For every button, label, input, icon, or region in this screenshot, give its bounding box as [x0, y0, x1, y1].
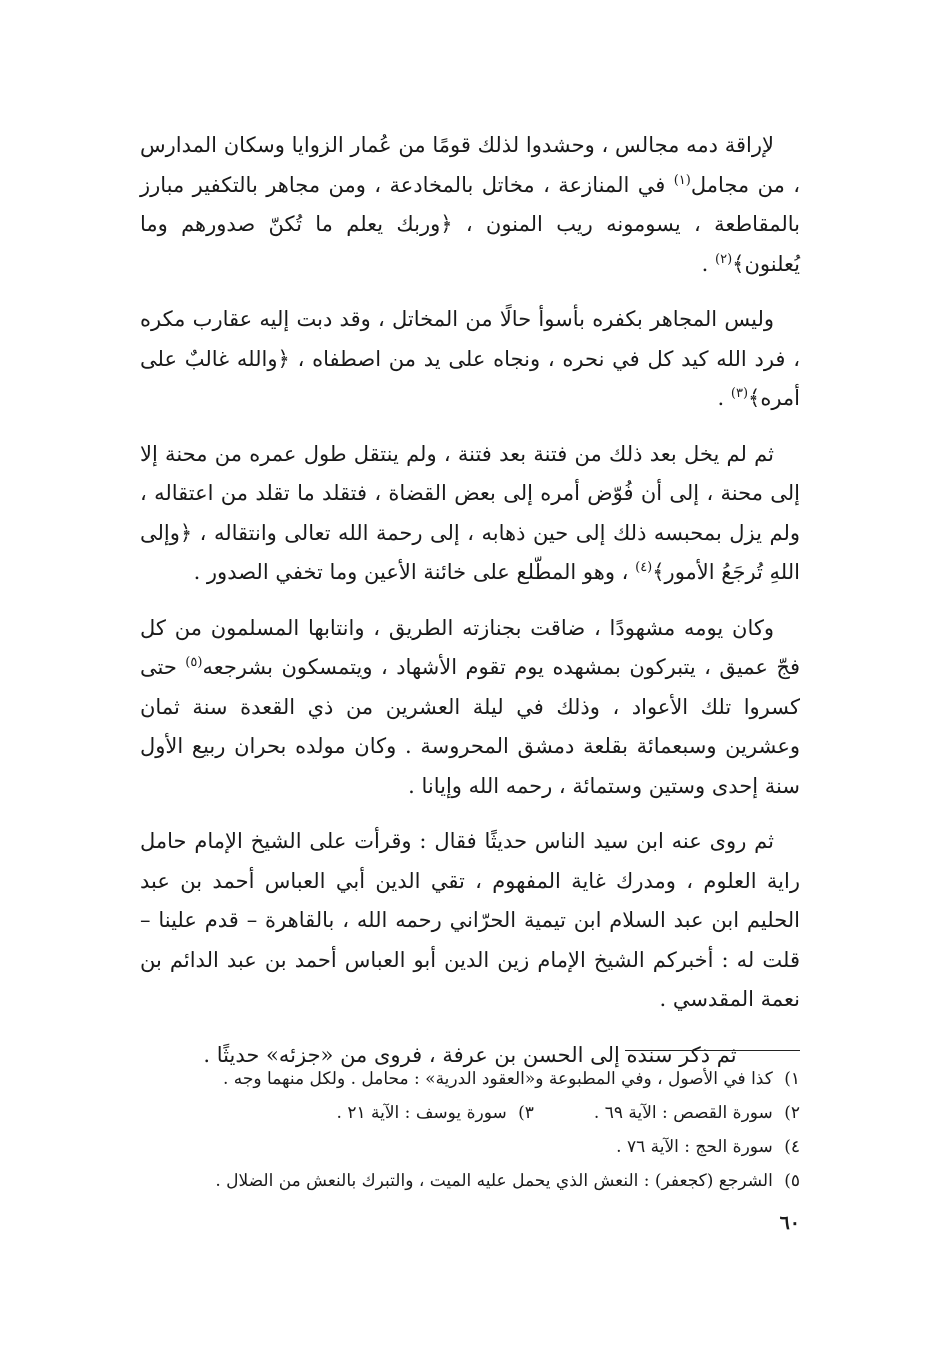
footnote-ref-1[interactable]: (١): [673, 172, 691, 188]
footnote-2-text: سورة القصص : الآية ٦٩ .: [593, 1103, 773, 1123]
paragraph-4: [140, 609, 800, 807]
footnote-ref-4[interactable]: (٤): [635, 560, 653, 575]
footnotes: [140, 1062, 800, 1198]
footnote-2-3-row: [140, 1096, 800, 1130]
paragraph-5: ثم روى عنه ابن سيد الناس حديثًا فقال : وقرأت على الشيخ الإمام حامل راية العلوم ، ومدرك غاية المفهوم ، تقي الدين أبي العباس أحمد بن عبد الحليم ابن عبد السلام ابن تيمية الحرّاني رحمه الله ، بالقاهرة – قدم علينا – قلت له : أخبركم الشيخ الإمام زين الدين أبو العباس أحمد بن عبد الدائم بن نعمة المقدسي .: [140, 829, 800, 1011]
paragraph-4-rest: حتى كسروا تلك الأعواد ، وذلك في ليلة العشرين من ذي القعدة سنة ثمان وعشرين وسبعمائة بقلعة دمشق المحروسة . وكان مولده بحران ربيع الأول سنة إحدى وستين وستمائة ، رحمه الله وإيانا .: [140, 655, 800, 798]
paragraph-3-text: ثم لم يخل بعد ذلك من فتنة بعد فتنة ، ولم ينتقل طول عمره من محنة إلا إلى محنة ، إلى أن فُوّض أمره إلى بعض القضاة ، فتقلد ما تقلد من اعتقاله ، ولم يزل بمحبسه ذلك إلى حين ذهابه ، إلى رحمة الله تعالى وانتقاله ، ﴿وإلى اللهِ تُرجَعُ الأمور﴾: [140, 441, 800, 584]
paragraph-4-text: وكان يومه مشهودًا ، ضاقت بجنازته الطريق ، وانتابها المسلمون من كل فجّ عميق ، يتبركون بمشهده يوم تقوم الأشهاد ، ويتمسكون بشرجعه: [140, 615, 800, 679]
paragraph-1: [140, 126, 800, 284]
footnote-divider: [625, 1050, 800, 1051]
footnote-1: [140, 1062, 800, 1096]
footnote-3: [337, 1096, 534, 1130]
paragraph-1-start: لإراقة دمه مجالس ، وحشدوا لذلك قومًا من عُمار الزوايا وسكان المدارس ، من مجامل: [140, 133, 801, 197]
footnote-3-text: سورة يوسف : الآية ٢١ .: [336, 1103, 507, 1123]
footnote-5: [140, 1164, 800, 1198]
paragraph-1-end: .: [701, 251, 716, 276]
footnote-ref-5[interactable]: (٥): [185, 655, 203, 670]
footnote-3-number: ٣): [518, 1103, 534, 1123]
footnote-4-text: سورة الحج : الآية ٧٦ .: [616, 1137, 773, 1157]
footnote-5-number: ٥): [784, 1171, 800, 1191]
paragraph-2-end: .: [717, 386, 731, 410]
footnote-ref-3[interactable]: (٣): [730, 386, 749, 401]
paragraph-3-rest: ، وهو المطّلع على خائنة الأعين وما تخفي الصدور .: [193, 560, 636, 584]
page-number: ٦٠: [779, 1212, 800, 1234]
main-text: [140, 126, 800, 1091]
footnote-1-number: ١): [784, 1069, 800, 1089]
footnote-2-number: ٢): [784, 1103, 800, 1123]
footnote-ref-2[interactable]: (٢): [715, 251, 733, 267]
paragraph-6: ثم ذكر سنده إلى الحسن بن عرفة ، فروى من «جزئه» حديثًا .: [203, 1042, 737, 1067]
paragraph-3: [140, 435, 800, 593]
footnote-5-text: الشرجع (كجعفر) : النعش الذي يحمل عليه الميت ، والتبرك بالنعش من الضلال .: [215, 1171, 773, 1191]
paragraph-2-text: وليس المجاهر بكفره بأسوأ حالًا من المخاتل ، وقد دبت إليه عقارب مكره ، فرد الله كيد كل في نحره ، ونجاه على يد من اصطفاه ، ﴿والله غالبٌ على أمره﴾: [140, 307, 800, 410]
footnote-1-text: كذا في الأصول ، وفي المطبوعة و«العقود الدرية» : محامل . ولكل منهما وجه .: [223, 1069, 773, 1089]
paragraph-2: [140, 300, 800, 419]
footnote-4: [140, 1130, 800, 1164]
footnote-2: [594, 1096, 800, 1130]
paragraph-1-rest: في المنازعة ، مخاتل بالمخادعة ، ومن مجاهر بالتكفير مبارز بالمقاطعة ، يسومونه ريب المنون ، ﴿وربك يعلم ما تُكنّ صدورهم وما يُعلنون﴾: [140, 172, 800, 276]
footnote-4-number: ٤): [784, 1137, 800, 1157]
